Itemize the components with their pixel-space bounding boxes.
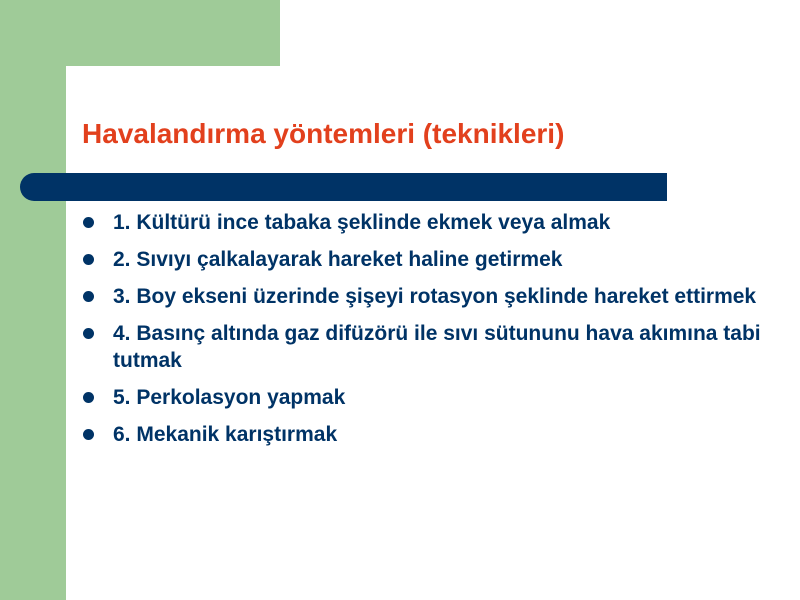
bullet-item-3 [80,283,770,310]
bullet-dot-icon [83,254,94,265]
green-side-band [0,0,66,600]
bullet-list [80,209,770,458]
bullet-item-4 [80,320,770,374]
bullet-text: 6. Mekanik karıştırmak [113,423,338,446]
bullet-dot-icon [83,328,94,339]
content-panel-corner [66,66,106,106]
bullet-item-5 [80,384,770,411]
bullet-item-2 [80,246,770,273]
bullet-item-6 [80,421,770,448]
title-underline-bar [20,173,667,201]
green-top-band [0,0,280,66]
bullet-dot-icon [83,217,94,228]
bullet-dot-icon [83,429,94,440]
slide-title: Havalandırma yöntemleri (teknikleri) [82,118,565,149]
bullet-dot-icon [83,291,94,302]
bullet-text: 2. Sıvıyı çalkalayarak hareket haline getirmek [113,248,563,271]
bullet-text: 5. Perkolasyon yapmak [113,386,346,409]
bullet-dot-icon [83,392,94,403]
bullet-text: 1. Kültürü ince tabaka şeklinde ekmek veya almak [113,211,611,234]
bullet-text: 4. Basınç altında gaz difüzörü ile sıvı sütununu hava akımına tabi tutmak [113,322,761,372]
bullet-item-1 [80,209,770,236]
bullet-text: 3. Boy ekseni üzerinde şişeyi rotasyon şeklinde hareket ettirmek [113,285,757,308]
